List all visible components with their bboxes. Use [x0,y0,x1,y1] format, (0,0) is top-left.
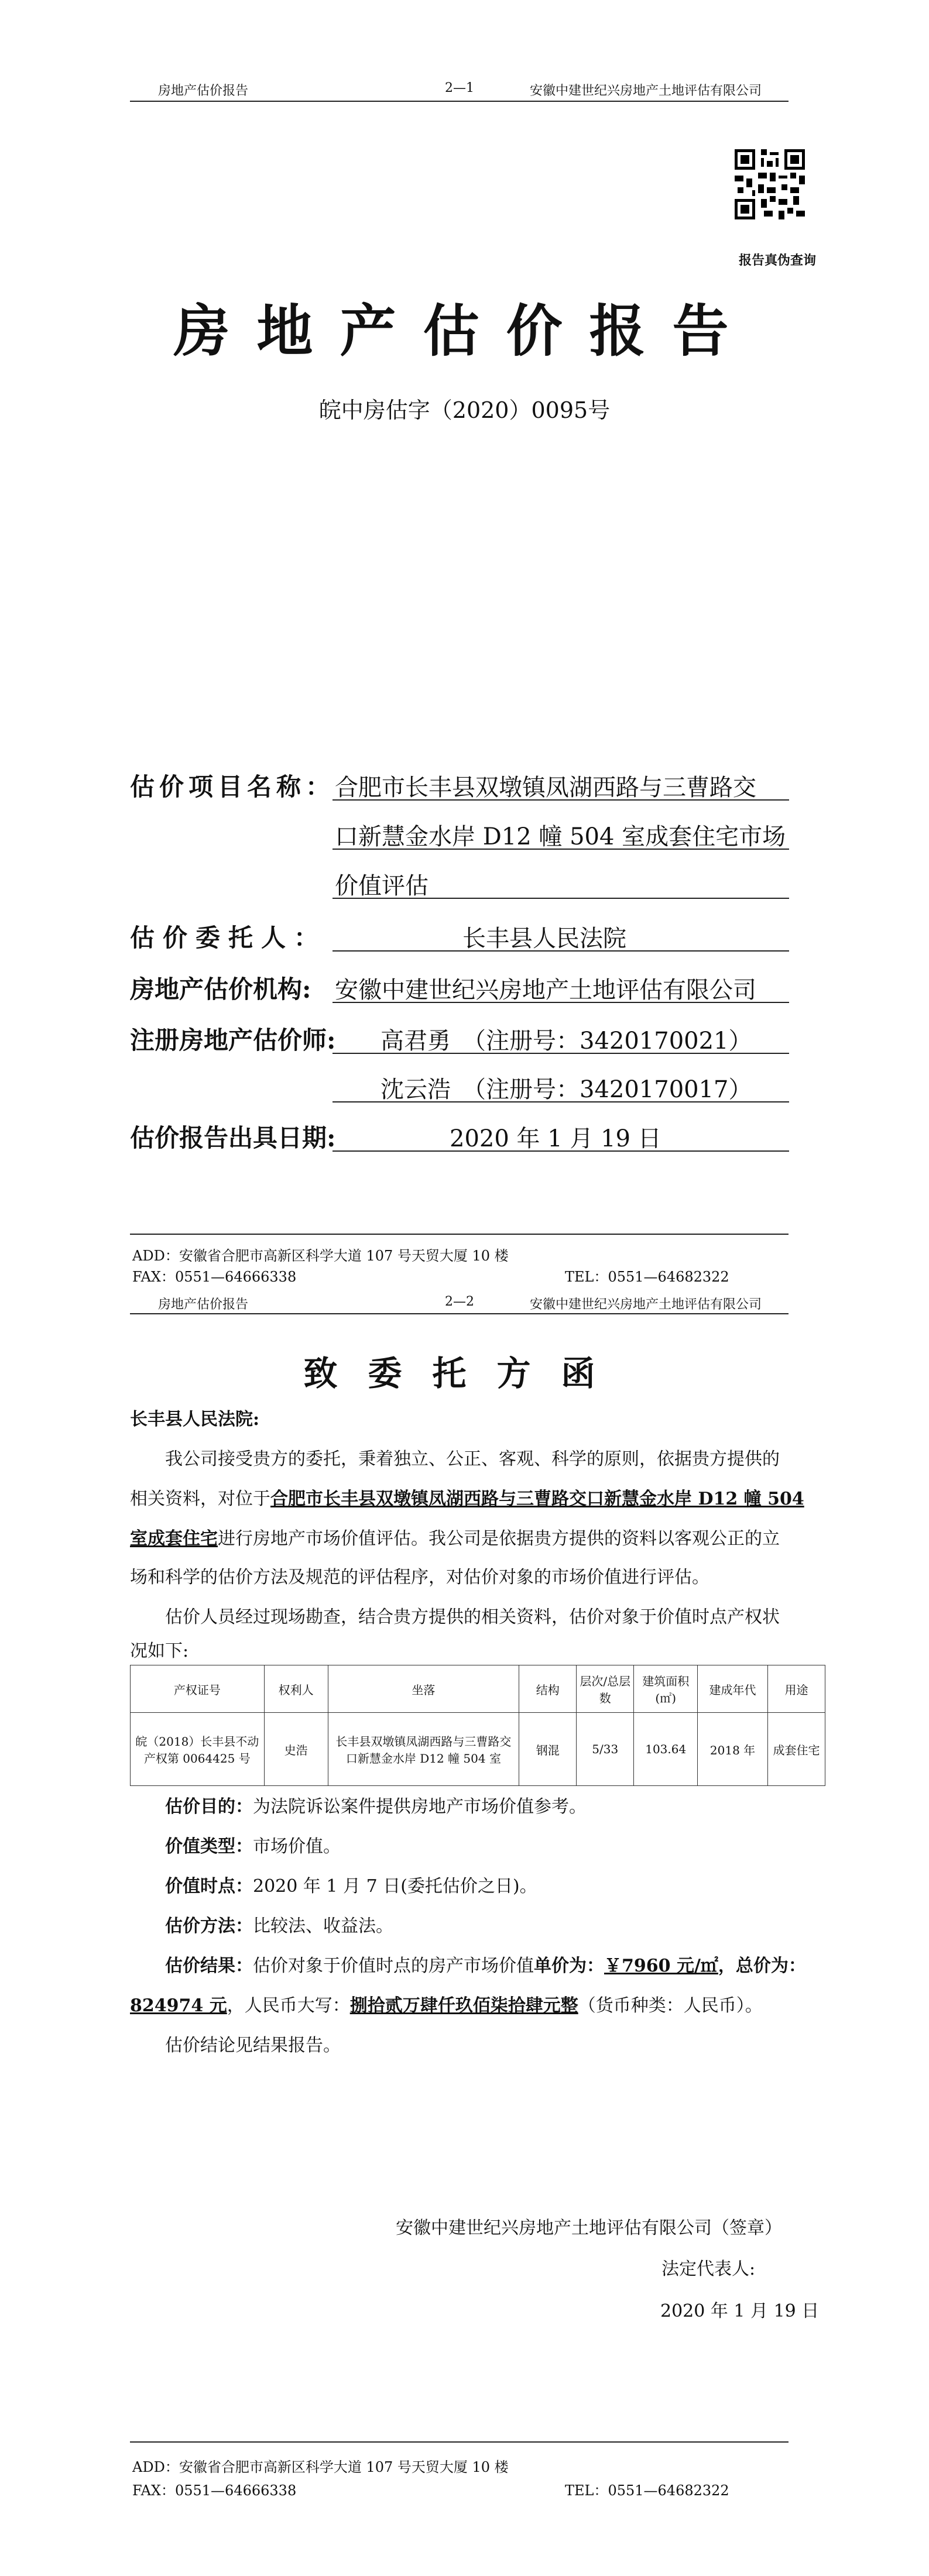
property-type: 室成套住宅 [130,1529,218,1549]
report-title: 房地产估价报告 [173,298,756,364]
table-header-cell: 产权证号 [131,1665,265,1713]
paragraph-1-line-2: 相关资料，对位于合肥市长丰县双墩镇凤湖西路与三曹路交口新慧金水岸 D12 幢 504 [130,1489,804,1509]
unit-price: ￥7960 元/㎡ [604,1956,718,1976]
table-header-cell: 坐落 [328,1665,519,1713]
org-underline [332,1002,789,1003]
purpose-line: 估价目的：为法院诉讼案件提供房地产市场价值参考。 [165,1797,587,1817]
footer-tel: TEL：0551—64682322 [565,2482,729,2499]
header-left: 房地产估价报告 [158,1297,249,1312]
header-rule [130,101,789,102]
report-date-label: 估价报告出具日期: [130,1124,336,1152]
qr-caption: 报告真伪查询 [739,253,817,268]
paragraph-2-line-2: 况如下: [130,1641,189,1661]
appraiser-2: 沈云浩 （注册号：3420170017） [380,1076,752,1103]
conclusion-line: 估价结论见结果报告。 [165,2035,341,2056]
table-cell: 钢混 [519,1713,577,1786]
footer-address: ADD：安徽省合肥市高新区科学大道 107 号天贸大厦 10 楼 [132,1248,509,1264]
project-label: 估价项目名称： [130,772,335,801]
signature-date: 2020 年 1 月 19 日 [660,2301,820,2321]
total-price: 824974 元 [130,1995,227,2016]
project-underline-1 [332,799,789,801]
project-line-1: 合肥市长丰县双墩镇凤湖西路与三曹路交 [335,774,756,801]
table-header-row [131,1665,825,1713]
footer-tel: TEL：0551—64682322 [565,1269,729,1285]
header-rule [130,1313,789,1314]
report-date-value: 2020 年 1 月 19 日 [450,1125,661,1152]
signature-representative: 法定代表人: [661,2259,756,2279]
paragraph-2-line-1: 估价人员经过现场勘查，结合贵方提供的相关资料，估价对象于价值时点产权状 [165,1607,780,1627]
header-left: 房地产估价报告 [158,84,249,98]
footer-fax: FAX：0551—64666338 [132,1269,297,1285]
project-line-2: 口新慧金水岸 D12 幢 504 室成套住宅市场 [335,823,786,850]
appraiser-label: 注册房地产估价师: [130,1026,336,1055]
appraiser-underline-1 [332,1053,789,1054]
report-date-underline [332,1150,789,1152]
paragraph-1-line-3: 室成套住宅进行房地产市场价值评估。我公司是依据贵方提供的资料以客观公正的立 [130,1529,780,1549]
footer-rule [130,2441,789,2443]
value-time-line: 价值时点：2020 年 1 月 7 日(委托估价之日)。 [165,1876,537,1897]
org-value: 安徽中建世纪兴房地产土地评估有限公司 [335,977,756,1004]
project-line-3: 价值评估 [335,873,428,899]
table-header-cell: 层次/总层数 [577,1665,634,1713]
header-right: 安徽中建世纪兴房地产土地评估有限公司 [530,84,762,98]
paragraph-1-line-1: 我公司接受贵方的委托，秉着独立、公正、客观、科学的原则，依据贵方提供的 [165,1449,780,1469]
property-address: 合肥市长丰县双墩镇凤湖西路与三曹路交口新慧金水岸 D12 幢 504 [270,1489,804,1509]
qr-code-icon[interactable] [732,146,808,222]
table-cell: 皖（2018）长丰县不动产权第 0064425 号 [131,1713,265,1786]
project-underline-3 [332,898,789,899]
table-cell: 5/33 [577,1713,634,1786]
appraiser-1: 高君勇 （注册号：3420170021） [380,1028,752,1055]
letter-title: 致委托方函 [303,1354,626,1393]
document-number: 皖中房估字（2020）0095号 [318,397,611,423]
value-type-line: 价值类型：市场价值。 [165,1836,341,1857]
paragraph-1-line-4: 场和科学的估价方法及规范的评估程序，对估价对象的市场价值进行评估。 [130,1567,709,1588]
total-price-uppercase: 捌拾贰万肆仟玖佰柒拾肆元整 [349,1995,578,2016]
project-underline-2 [332,849,789,850]
table-header-cell: 建筑面积(㎡) [634,1665,698,1713]
header-page-number: 2—2 [445,1294,474,1309]
table-header-cell: 用途 [767,1665,825,1713]
appraiser-underline-2 [332,1101,789,1102]
table-cell: 长丰县双墩镇凤湖西路与三曹路交口新慧金水岸 D12 幢 504 室 [328,1713,519,1786]
org-label: 房地产估价机构: [130,975,311,1004]
table-header-cell: 建成年代 [698,1665,768,1713]
client-underline [332,950,789,952]
table-row [131,1713,825,1786]
result-line-2: 824974 元，人民币大写：捌拾贰万肆仟玖佰柒拾肆元整（货币种类：人民币）。 [130,1995,763,2016]
footer-rule [130,1234,789,1235]
property-table [130,1665,825,1786]
client-label: 估价委托人： [130,923,327,952]
footer-address: ADD：安徽省合肥市高新区科学大道 107 号天贸大厦 10 楼 [132,2459,509,2475]
table-cell: 2018 年 [698,1713,768,1786]
header-page-number: 2—1 [445,81,474,95]
result-line-1: 估价结果：估价对象于价值时点的房产市场价值单价为：￥7960 元/㎡，总价为： [165,1956,806,1976]
table-header-cell: 权利人 [264,1665,328,1713]
client-value: 长丰县人民法院 [462,925,626,952]
signature-company: 安徽中建世纪兴房地产土地评估有限公司（签章） [396,2218,782,2238]
header-right: 安徽中建世纪兴房地产土地评估有限公司 [530,1297,762,1312]
table-cell: 103.64 [634,1713,698,1786]
salutation: 长丰县人民法院: [130,1409,260,1430]
footer-fax: FAX：0551—64666338 [132,2482,297,2499]
method-line: 估价方法：比较法、收益法。 [165,1916,393,1936]
table-cell: 史浩 [264,1713,328,1786]
table-header-cell: 结构 [519,1665,577,1713]
table-cell: 成套住宅 [767,1713,825,1786]
